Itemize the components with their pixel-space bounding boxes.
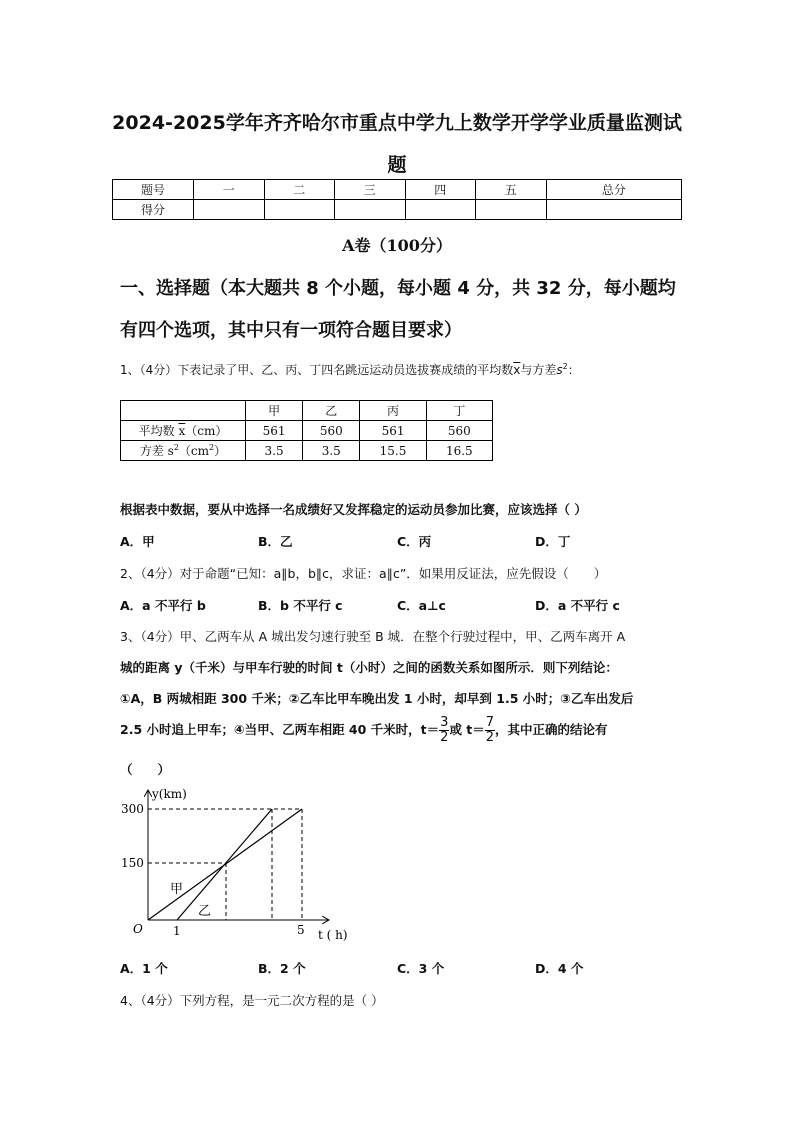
part1-heading: 一、选择题（本大题共 8 个小题，每小题 4 分，共 32 分，每小题均 bbox=[120, 278, 676, 299]
q1-table-cell: 16.5 bbox=[426, 441, 492, 461]
q3-graph bbox=[110, 785, 360, 950]
q1-stem-text: 1、（4分）下表记录了甲、乙、丙、丁四名跳远运动员选拔赛成绩的平均数 bbox=[120, 363, 514, 377]
q3-option-a[interactable]: A．1 个 bbox=[120, 961, 168, 976]
score-header-cell: 二 bbox=[264, 180, 335, 200]
q2-option-a[interactable]: A．a 不平行 b bbox=[120, 598, 206, 613]
q1-table-row-variance bbox=[121, 441, 493, 461]
score-input-cell[interactable] bbox=[264, 200, 335, 220]
fraction-denominator: 2 bbox=[485, 730, 495, 745]
q1-table-row-label bbox=[121, 441, 246, 461]
score-header-row bbox=[113, 180, 682, 200]
q1-table-cell: 561 bbox=[246, 421, 303, 441]
q2-option-b[interactable]: B．b 不平行 c bbox=[258, 598, 343, 613]
q1-table-cell: 561 bbox=[360, 421, 426, 441]
score-input-cell[interactable] bbox=[194, 200, 265, 220]
score-input-cell[interactable] bbox=[546, 200, 682, 220]
x-axis-label: t ( h) bbox=[318, 928, 348, 942]
mean-unit: （cm） bbox=[185, 424, 228, 438]
q3-stem-line2: 城的距离 y（千米）与甲车行驶的时间 t（小时）之间的函数关系如图所示．则下列结论： bbox=[120, 660, 618, 675]
q1-question: 根据表中数据，要从中选择一名成绩好又发挥稳定的运动员参加比赛，应该选择（ ） bbox=[120, 502, 587, 517]
q2-stem: 2、（4分）对于命题“已知：a∥b，b∥c，求证：a∥c”．如果用反证法，应先假设（ ） bbox=[120, 566, 607, 581]
score-table bbox=[112, 179, 682, 220]
section-a-heading: A卷（100分） bbox=[342, 236, 452, 255]
q1-table-row-label bbox=[121, 421, 246, 441]
q1-table-header-cell: 丙 bbox=[360, 401, 426, 421]
q1-table-cell: 15.5 bbox=[360, 441, 426, 461]
q1-table-cell: 3.5 bbox=[303, 441, 360, 461]
q3-option-b[interactable]: B．2 个 bbox=[258, 961, 306, 976]
q1-stem bbox=[120, 361, 580, 378]
q1-stem-text-b: 与方差 bbox=[520, 363, 557, 377]
y-tick-150: 150 bbox=[121, 856, 144, 870]
q1-stem-colon: ： bbox=[567, 363, 580, 377]
x-tick-1: 1 bbox=[173, 924, 181, 938]
q3-stem-line1: 3、（4分）甲、乙两车从 A 城出发匀速行驶至 B 城．在整个行驶过程中，甲、乙两车离开 A bbox=[120, 629, 626, 644]
page-title-continued: 题 bbox=[387, 154, 407, 176]
score-header-cell: 题号 bbox=[113, 180, 194, 200]
mean-label: 平均数 bbox=[138, 424, 175, 438]
variance-unit-close: ） bbox=[214, 444, 227, 458]
fraction-numerator: 7 bbox=[485, 715, 495, 730]
q1-table-corner bbox=[121, 401, 246, 421]
score-input-cell[interactable] bbox=[335, 200, 406, 220]
score-header-cell: 三 bbox=[335, 180, 406, 200]
q3-stem-line3: ①A，B 两城相距 300 千米；②乙车比甲车晚出发 1 小时，却早到 1.5 小时；③乙车出发后 bbox=[120, 691, 634, 706]
line-label-yi: 乙 bbox=[198, 904, 212, 919]
q3-stem-line4 bbox=[120, 716, 608, 745]
q3-fraction-three-halves bbox=[439, 716, 449, 745]
score-input-cell[interactable] bbox=[405, 200, 476, 220]
q3-option-d[interactable]: D．4 个 bbox=[535, 961, 584, 976]
q4-stem: 4、（4分）下列方程，是一元二次方程的是（ ） bbox=[120, 993, 384, 1008]
q1-option-d[interactable]: D．丁 bbox=[535, 534, 571, 549]
q1-table-cell: 560 bbox=[303, 421, 360, 441]
line-yi bbox=[177, 809, 272, 920]
q1-table-row-mean bbox=[121, 421, 493, 441]
q2-option-d[interactable]: D．a 不平行 c bbox=[535, 598, 620, 613]
q1-stem-variance-symbol: s bbox=[556, 363, 563, 377]
score-header-cell: 四 bbox=[405, 180, 476, 200]
score-header-cell: 五 bbox=[476, 180, 547, 200]
q1-table-cell: 3.5 bbox=[246, 441, 303, 461]
q3-option-c[interactable]: C．3 个 bbox=[397, 961, 445, 976]
q3-line4-or: 或 t＝ bbox=[449, 722, 485, 737]
score-input-cell[interactable] bbox=[476, 200, 547, 220]
variance-unit-superscript: 2 bbox=[209, 443, 215, 452]
q1-table-cell: 560 bbox=[426, 421, 492, 441]
fraction-numerator: 3 bbox=[440, 715, 449, 730]
mean-symbol: $\overline{x}$ bbox=[178, 424, 186, 438]
q1-option-a[interactable]: A．甲 bbox=[120, 534, 155, 549]
y-tick-300: 300 bbox=[121, 802, 144, 816]
q1-option-b[interactable]: B．乙 bbox=[258, 534, 293, 549]
q3-line4-end: ，其中正确的结论有 bbox=[495, 722, 608, 737]
q2-option-c[interactable]: C．a⊥c bbox=[397, 598, 446, 613]
origin-label: O bbox=[133, 922, 143, 936]
q1-stem-superscript: 2 bbox=[562, 362, 568, 371]
part1-heading-continued: 有四个选项，其中只有一项符合题目要求） bbox=[120, 320, 462, 341]
fraction-denominator: 2 bbox=[440, 730, 449, 745]
score-row-label: 得分 bbox=[113, 200, 194, 220]
score-row bbox=[113, 200, 682, 220]
q1-stem-mean-symbol: $\overline{x}$ bbox=[513, 363, 521, 377]
score-header-cell: 总分 bbox=[546, 180, 682, 200]
y-axis-label: y(km) bbox=[152, 787, 187, 801]
variance-superscript: 2 bbox=[173, 443, 179, 452]
q1-option-c[interactable]: C．丙 bbox=[397, 534, 432, 549]
x-tick-5: 5 bbox=[297, 923, 305, 937]
q1-table-header-row bbox=[121, 401, 493, 421]
q1-data-table bbox=[120, 400, 493, 461]
line-label-jia: 甲 bbox=[170, 882, 184, 897]
q1-table-header-cell: 甲 bbox=[246, 401, 303, 421]
q1-table-header-cell: 丁 bbox=[426, 401, 492, 421]
q1-table-header-cell: 乙 bbox=[303, 401, 360, 421]
variance-unit: （cm bbox=[178, 444, 210, 458]
q3-answer-blank: （ ） bbox=[120, 762, 171, 777]
page-title: 2024-2025学年齐齐哈尔市重点中学九上数学开学学业质量监测试 bbox=[112, 112, 682, 134]
score-header-cell: 一 bbox=[194, 180, 265, 200]
variance-label: 方差 s bbox=[139, 444, 174, 458]
q3-line4-text: 2.5 小时追上甲车；④当甲、乙两车相距 40 千米时，t＝ bbox=[120, 722, 440, 737]
q3-fraction-seven-halves bbox=[485, 716, 495, 745]
